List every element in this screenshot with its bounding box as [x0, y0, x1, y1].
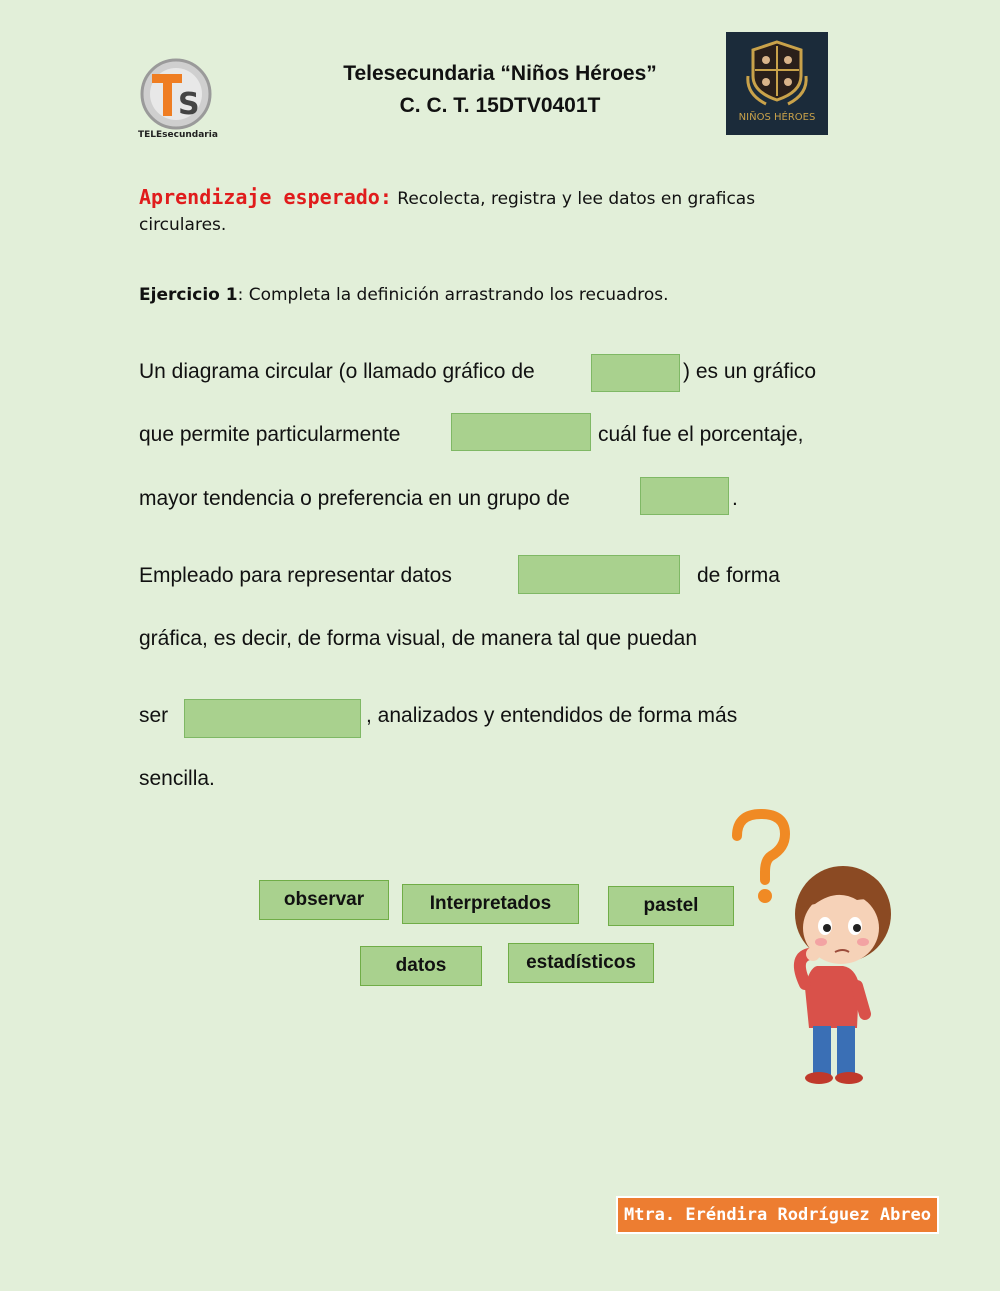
- exercise-label: Ejercicio 1: [139, 285, 238, 305]
- svg-text:S: S: [178, 87, 200, 122]
- learning-goal-text: Recolecta, registra y lee datos en graficas circulares.: [139, 189, 756, 235]
- drop-slot-2[interactable]: [451, 413, 591, 451]
- sentence-line: mayor tendencia o preferencia en un grupo de: [139, 487, 570, 510]
- sentence-line: ) es un gráfico: [683, 360, 817, 383]
- sentence-line: ser: [139, 704, 169, 727]
- learning-goal: [139, 184, 839, 238]
- word-chip-interpretados[interactable]: Interpretados: [402, 884, 579, 924]
- sentence-line: que permite particularmente: [139, 423, 401, 446]
- word-chip-pastel[interactable]: pastel: [608, 886, 734, 926]
- drop-slot-3[interactable]: [640, 477, 729, 515]
- drop-slot-5[interactable]: [184, 699, 361, 738]
- word-chip-datos[interactable]: datos: [360, 946, 482, 986]
- drop-slot-4[interactable]: [518, 555, 680, 594]
- telesecundaria-logo: [138, 58, 218, 142]
- exercise-instruction: [139, 282, 669, 308]
- sentence-line: gráfica, es decir, de forma visual, de manera tal que puedan: [139, 627, 697, 650]
- sentence-line: Empleado para representar datos: [139, 564, 452, 587]
- ninos-heroes-logo: [726, 32, 828, 135]
- sentence-line: cuál fue el porcentaje,: [598, 423, 804, 446]
- sentence-line: Un diagrama circular (o llamado gráfico de: [139, 360, 535, 383]
- exercise-text: : Completa la definición arrastrando los recuadros.: [237, 285, 669, 305]
- sentence-line: sencilla.: [139, 767, 215, 790]
- logo-caption: TELEsecundaria: [138, 130, 218, 140]
- sentence-line: .: [732, 487, 738, 510]
- word-chip-observar[interactable]: observar: [259, 880, 389, 920]
- sentence-line: de forma: [697, 564, 780, 587]
- drop-slot-1[interactable]: [591, 354, 680, 392]
- school-name: Telesecundaria “Niños Héroes”: [343, 62, 657, 85]
- sentence-line: , analizados y entendidos de forma más: [366, 704, 738, 727]
- teacher-signature: Mtra. Eréndira Rodríguez Abreo: [616, 1196, 939, 1234]
- school-code: C. C. T. 15DTV0401T: [399, 94, 601, 117]
- learning-goal-label: Aprendizaje esperado:: [139, 185, 392, 209]
- word-chip-estadisticos[interactable]: estadísticos: [508, 943, 654, 983]
- thinking-boy-illustration: [725, 808, 900, 1088]
- logo-caption: NIÑOS HÉROES: [738, 112, 816, 123]
